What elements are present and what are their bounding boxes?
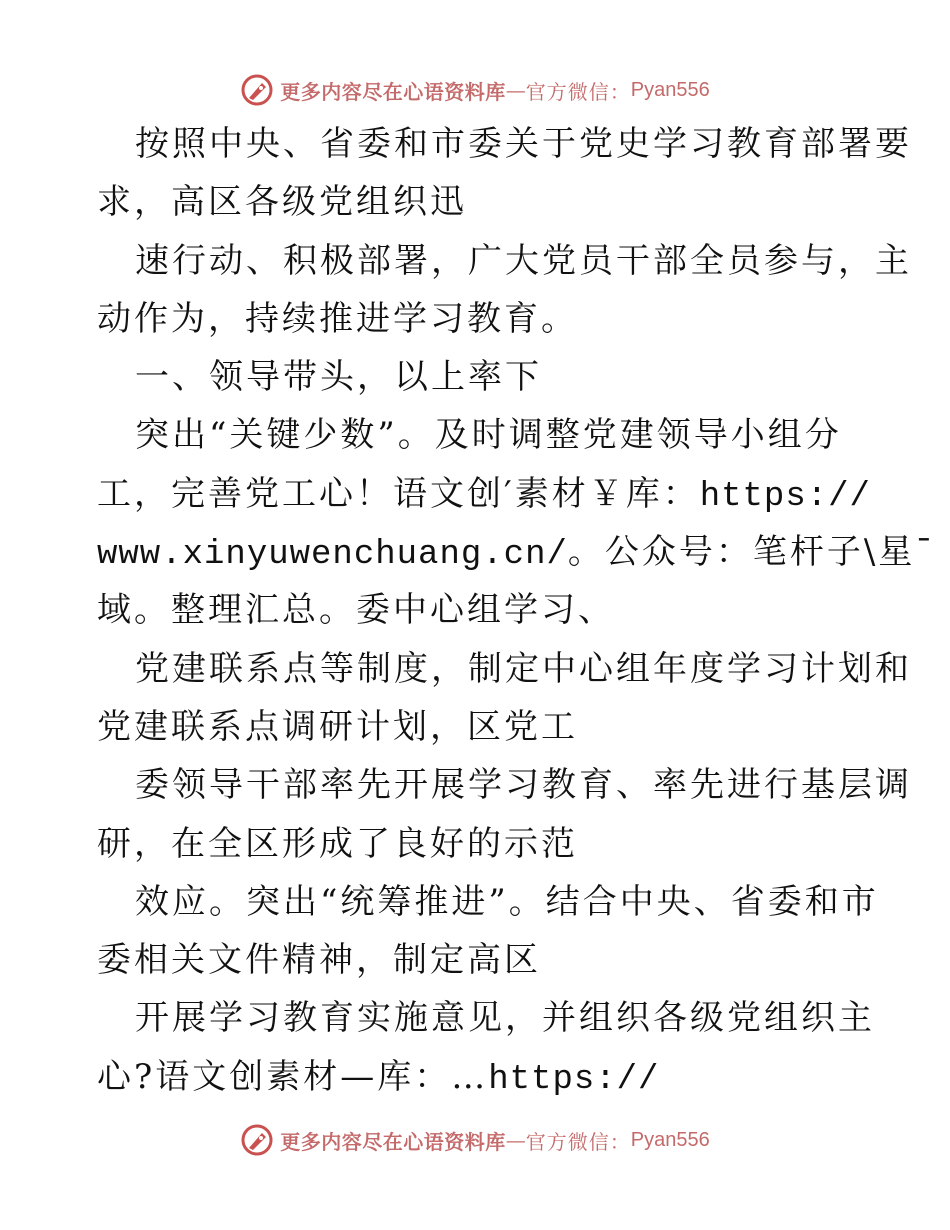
text-line: 开展学习教育实施意见，并组织各级党组织主 xyxy=(135,998,875,1039)
text-line: 按照中央、省委和市委关于党史学习教育部署要 xyxy=(135,124,912,164)
text-line xyxy=(97,465,871,523)
watermark-separator: — xyxy=(505,78,526,102)
text-line xyxy=(97,523,936,581)
text-line: 求，高区各级党组织迅 xyxy=(97,182,467,223)
pen-nib-logo-icon xyxy=(240,73,274,107)
watermark-wechat-id: Pyan556 xyxy=(630,78,710,101)
pen-nib-logo-icon xyxy=(240,1123,274,1157)
watermark-text: 更多内容尽在心语资料库 xyxy=(280,1129,506,1154)
watermark-wechat-id: Pyan556 xyxy=(630,1128,710,1151)
watermark-text: 更多内容尽在心语资料库 xyxy=(280,79,506,104)
document-body xyxy=(97,115,936,1106)
section-heading: 一、领导带头，以上率下 xyxy=(135,357,542,398)
text-line xyxy=(97,1048,857,1106)
text-line: 党建联系点调研计划，区党工 xyxy=(97,706,578,747)
text-line: 党建联系点等制度，制定中心组年度学习计划和 xyxy=(135,648,912,689)
url-text: www.xinyuwenchuang.cn/ xyxy=(97,536,568,575)
text-line: 速行动、积极部署，广大党员干部全员参与，主 xyxy=(135,240,912,281)
url-fragment: https:// xyxy=(699,477,871,516)
text-line: 委相关文件精神，制定高区 xyxy=(97,940,541,981)
watermark-header xyxy=(0,70,950,110)
text-line: 突出“关键少数”。及时调整党建领导小组分 xyxy=(135,415,842,456)
watermark-account-label: 官方微信： xyxy=(525,1129,631,1154)
text-line: 动作为，持续推进学习教育。 xyxy=(97,298,578,339)
watermark-separator: — xyxy=(505,1128,526,1152)
text-segment: 工，完善党工心！语文创′素材￥库： xyxy=(97,473,700,514)
text-line: 域。整理汇总。委中心组学习、 xyxy=(97,590,615,631)
text-line: 委领导干部率先开展学习教育、率先进行基层调 xyxy=(135,765,912,806)
url-fragment: https:// xyxy=(488,1060,660,1099)
text-segment: 。公众号：笔杆子\星¯ xyxy=(567,532,936,573)
text-line: 效应。突出“统筹推进”。结合中央、省委和市 xyxy=(135,881,879,922)
text-segment: 心?语文创素材—库：… xyxy=(97,1056,489,1097)
watermark-account-label: 官方微信： xyxy=(525,79,631,104)
text-line: 研，在全区形成了良好的示范 xyxy=(97,823,578,864)
watermark-footer xyxy=(0,1120,950,1160)
